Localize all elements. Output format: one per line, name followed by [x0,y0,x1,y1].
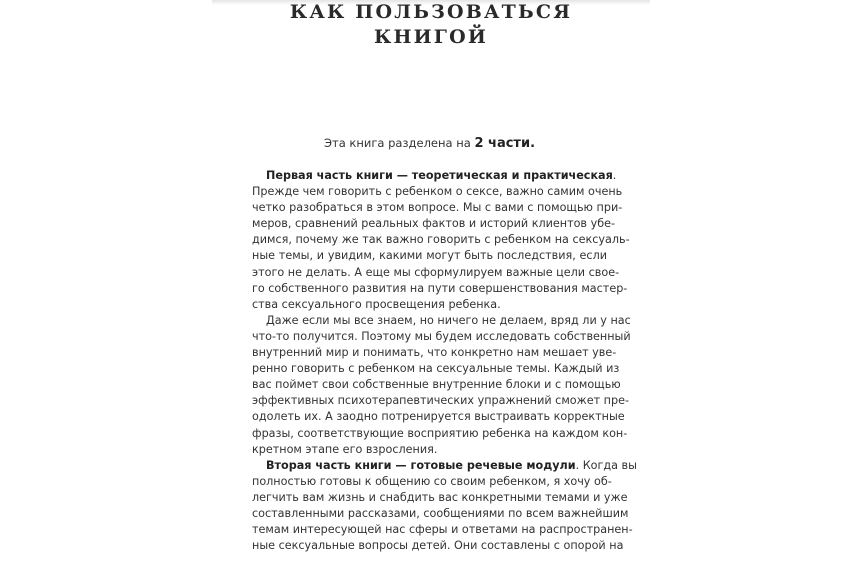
intro-bold: 2 части. [474,136,536,151]
paragraph-1-bold-lead: Первая часть книги — теоретическая и практическая [266,169,613,182]
paragraph-1-line: го собственного развития на пути совершенствования мастер- [252,281,628,295]
paragraph-1-line: четко разобраться в этом вопросе. Мы с вами с помощью при- [252,201,623,215]
chapter-title-line-2: КНИГОЙ [373,26,488,48]
paragraph-3-line: ные сексуальные вопросы детей. Они составлены с опорой на [252,539,624,553]
chapter-title [212,0,650,50]
paragraph-2-line: кретном этапе его взросления. [252,442,438,456]
chapter-title-line-1: КАК ПОЛЬЗОВАТЬСЯ [289,1,573,23]
body-text [252,168,637,554]
paragraph-2-line: фразы, соответствующие восприятию ребенка на каждом кон- [252,426,628,440]
paragraph-2-line: что-то получится. Поэтому мы будем исследовать собственный [252,329,631,343]
paragraph-1-line: Первая часть книги — теоретическая и практическая. [266,169,617,182]
paragraph-1-line: Прежде чем говорить с ребенком о сексе, важно самим очень [252,185,623,199]
paragraph-3-line: составленными рассказами, сообщениями по всем важнейшим [252,506,629,520]
paragraph-3-line: легчить вам жизнь и снабдить вас конкретными темами и уже [252,490,628,504]
intro-line [252,134,607,153]
paragraph-1-line: ства сексуального просвещения ребенка. [252,297,501,311]
intro-text: Эта книга разделена на [323,136,471,150]
paragraph-3-bold-lead: Вторая часть книги — готовые речевые модули [266,458,576,472]
paragraph-2-line: эффективных психотерапевтических упражнений сможет пре- [252,394,629,408]
paragraph-2-line: внутренний мир и понимать, что конкретно нам мешает уве- [252,346,617,360]
paragraph-1-line: этого не делать. А еще мы сформулируем важные цели свое- [252,265,620,279]
paragraph-2-line: Даже если мы все знаем, но ничего не делаем, вряд ли у нас [266,313,631,327]
paragraph-3-line: Вторая часть книги — готовые речевые модули. Когда вы [266,458,637,472]
paragraph-2-line: вас поймет свои собственные внутренние блоки и с помощью [252,378,621,392]
paragraph-3-line: темам интересующей нас сферы и ответами на распространен- [252,523,633,537]
paragraph-1-line: димся, почему же так важно говорить с ребенком на сексуаль- [252,233,630,247]
paragraph-1-line: ные темы, и увидим, какими могут быть последствия, если [252,249,607,263]
paragraph-2-line: ренно говорить с ребенком на сексуальные темы. Каждый из [252,362,620,376]
paragraph-1-line: меров, сравнений реальных фактов и историй клиентов убе- [252,217,616,231]
paragraph-2-line: одолеть их. А заодно потренируется выстраивать корректные [252,410,625,424]
paragraph-3-line: полностью готовы к общению со своим ребенком, я хочу об- [252,474,612,488]
